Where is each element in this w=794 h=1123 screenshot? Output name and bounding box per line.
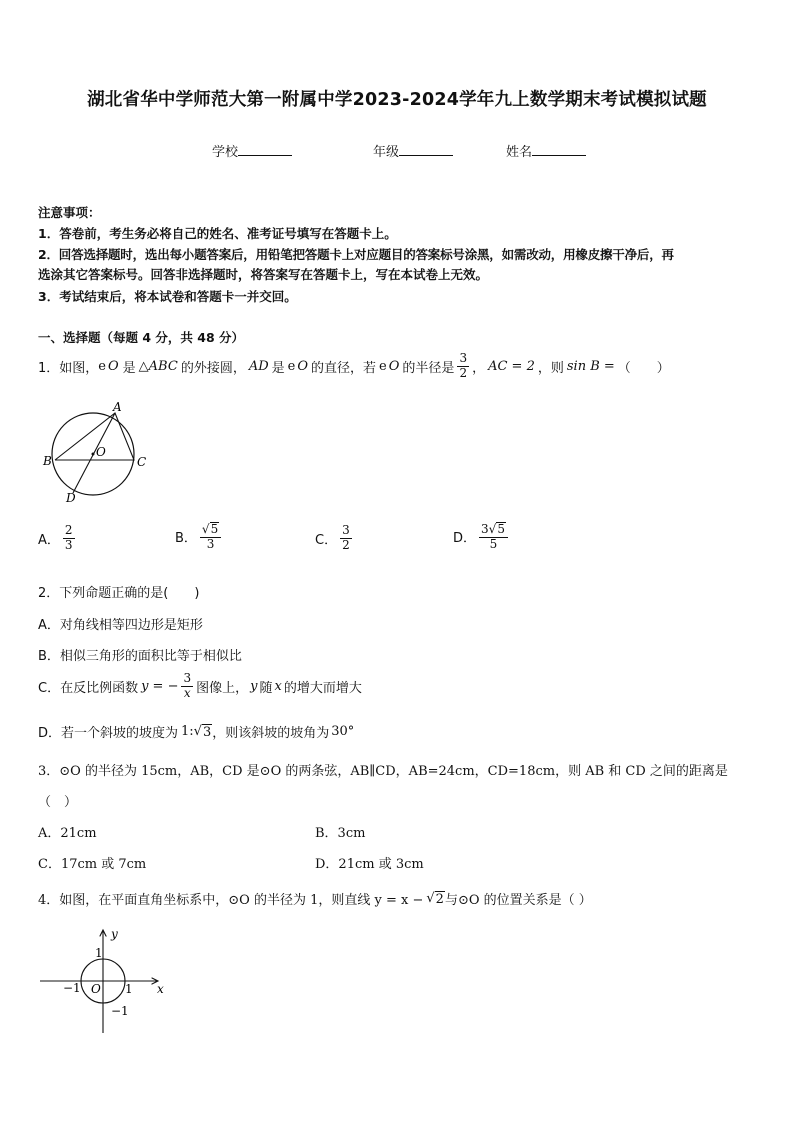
page-title: 湖北省华中学师范大第一附属中学2023-2024学年九上数学期末考试模拟试题 [87, 90, 707, 110]
function-y: y = − [141, 678, 179, 694]
q4-coordinate-figure [38, 925, 170, 1037]
q1-circle-figure [38, 398, 158, 510]
line-radicand: 2 [435, 891, 444, 907]
q1-option-b[interactable] [175, 522, 224, 552]
slope-ratio: 1: [181, 724, 194, 739]
q2-option-c[interactable] [38, 672, 362, 701]
var-y: y [250, 678, 258, 694]
note-2b: 选涂其它答案标号。回答非选择题时，将答案写在答题卡上，写在本试卷上无效。 [38, 267, 489, 282]
question-1-stem [38, 352, 670, 381]
option-label: D． [453, 531, 477, 547]
option-c-text: 的增大而增大 [283, 680, 362, 696]
note-2a: 2．回答选择题时，选出每小题答案后，用铅笔把答题卡上对应题目的答案标号涂黑，如需改动，用橡皮擦干净后，再 [38, 247, 674, 262]
option-c-fraction: $\frac{3}{2}$ [342, 523, 350, 552]
label-neg-one-left: −1 [63, 981, 81, 995]
option-label: C． [315, 532, 338, 548]
label-C: C [137, 455, 147, 469]
circle-O: O [297, 358, 309, 374]
sin-b: sin B = [566, 358, 615, 374]
option-c-text: 图像上， [196, 680, 249, 696]
slope-radicand: 3 [202, 724, 212, 740]
section-heading: 一、选择题（每题 4 分，共 48 分） [38, 330, 245, 345]
q3-option-d[interactable]: D．21cm 或 3cm [315, 857, 424, 872]
note-3: 3．考试结束后，将本试卷和答题卡一并交回。 [38, 289, 297, 304]
q1-option-a[interactable] [38, 524, 78, 553]
label-O: O [96, 445, 106, 459]
center-point [92, 453, 95, 456]
school-label: 学校 [212, 145, 239, 160]
name-blank [532, 143, 586, 156]
option-a-fraction: $\frac{2}{3}$ [64, 523, 73, 552]
grade-blank [399, 143, 453, 156]
label-y: y [111, 927, 118, 941]
label-one-top: 1 [95, 946, 103, 960]
question-2-stem: 2．下列命题正确的是( ) [38, 586, 200, 601]
option-c-text: C．在反比例函数 [38, 680, 139, 696]
label-B: B [43, 454, 52, 468]
label-x: x [157, 982, 164, 996]
option-c-text: 随 [259, 680, 273, 696]
var-x: x [274, 678, 282, 694]
q2-option-a[interactable]: A．对角线相等四边形是矩形 [38, 618, 203, 633]
q3-option-b[interactable]: B．3cm [315, 826, 366, 841]
label-A: A [113, 400, 122, 414]
q1-option-c[interactable] [315, 524, 355, 553]
q1-text: 的外接圆， [180, 360, 246, 376]
triangle-ABC: △ABC [138, 358, 178, 374]
option-b-fraction: $\frac{√5}{3}$ [200, 522, 221, 552]
q2-option-d[interactable]: D．若一个斜坡的坡度为 1: √ 3 ，则该斜坡的坡角为 30° [38, 724, 355, 741]
question-4-stem: 4．如图，在平面直角坐标系中，⊙O 的半径为 1，则直线 y = x − √ 2 与⊙O 的位置关系是（ ） [38, 891, 592, 908]
circle-O: O [107, 358, 119, 374]
inverse-fraction: $\frac{3}{x}$ [183, 671, 192, 700]
q3-option-c[interactable]: C．17cm 或 7cm [38, 857, 147, 872]
circle-symbol: e [98, 358, 106, 374]
question-3-stem: 3．⊙O 的半径为 15cm，AB，CD 是⊙O 的两条弦，AB∥CD，AB=24cm，CD=18cm，则 AB 和 CD 之间的距离是 [38, 764, 728, 779]
q3-answer-paren: （ ） [38, 795, 78, 810]
name-field [506, 141, 586, 160]
circle-symbol: e [379, 358, 387, 374]
q1-text: 的直径，若 [311, 360, 377, 376]
q4-text: 与⊙O 的位置关系是（ ） [444, 893, 592, 908]
q4-text: 4．如图，在平面直角坐标系中，⊙O 的半径为 1，则直线 y = x − [38, 893, 424, 908]
q1-answer-paren: （ ） [617, 360, 670, 376]
notes-heading: 注意事项： [38, 205, 101, 220]
label-neg-one-bottom: −1 [111, 1004, 129, 1018]
school-blank [238, 143, 292, 156]
slope-angle: 30° [331, 724, 355, 739]
grade-label: 年级 [373, 145, 400, 160]
q1-text: 是 [271, 360, 285, 376]
q1-option-d[interactable] [453, 522, 511, 552]
q1-text: 1．如图， [38, 360, 99, 376]
school-field [212, 141, 292, 160]
q1-text: ，则 [537, 360, 564, 376]
option-label: A． [38, 532, 60, 548]
grade-field [373, 141, 453, 160]
option-d-text: D．若一个斜坡的坡度为 [38, 726, 179, 741]
option-d-text: ，则该斜坡的坡角为 [212, 726, 330, 741]
q3-option-a[interactable]: A．21cm [38, 826, 97, 841]
q1-text: 的半径是 [402, 360, 455, 376]
circle-O: O [388, 358, 400, 374]
name-label: 姓名 [506, 145, 533, 160]
q1-text: ， [472, 360, 486, 376]
option-label: B． [175, 531, 197, 547]
circle-symbol: e [287, 358, 296, 374]
q1-text: 是 [122, 360, 136, 376]
ac-equals: AC = 2 [488, 358, 535, 374]
label-D: D [66, 491, 76, 505]
option-d-fraction: $\frac{3√5}{5}$ [479, 522, 508, 552]
note-1: 1．答卷前，考生务必将自己的姓名、准考证号填写在答题卡上。 [38, 226, 397, 241]
label-origin: O [91, 982, 101, 996]
label-one-right: 1 [125, 982, 133, 996]
q2-option-b[interactable]: B．相似三角形的面积比等于相似比 [38, 649, 242, 664]
segment-AD: AD [248, 358, 269, 374]
radius-fraction: $\frac{3}{2}$ [459, 351, 468, 380]
